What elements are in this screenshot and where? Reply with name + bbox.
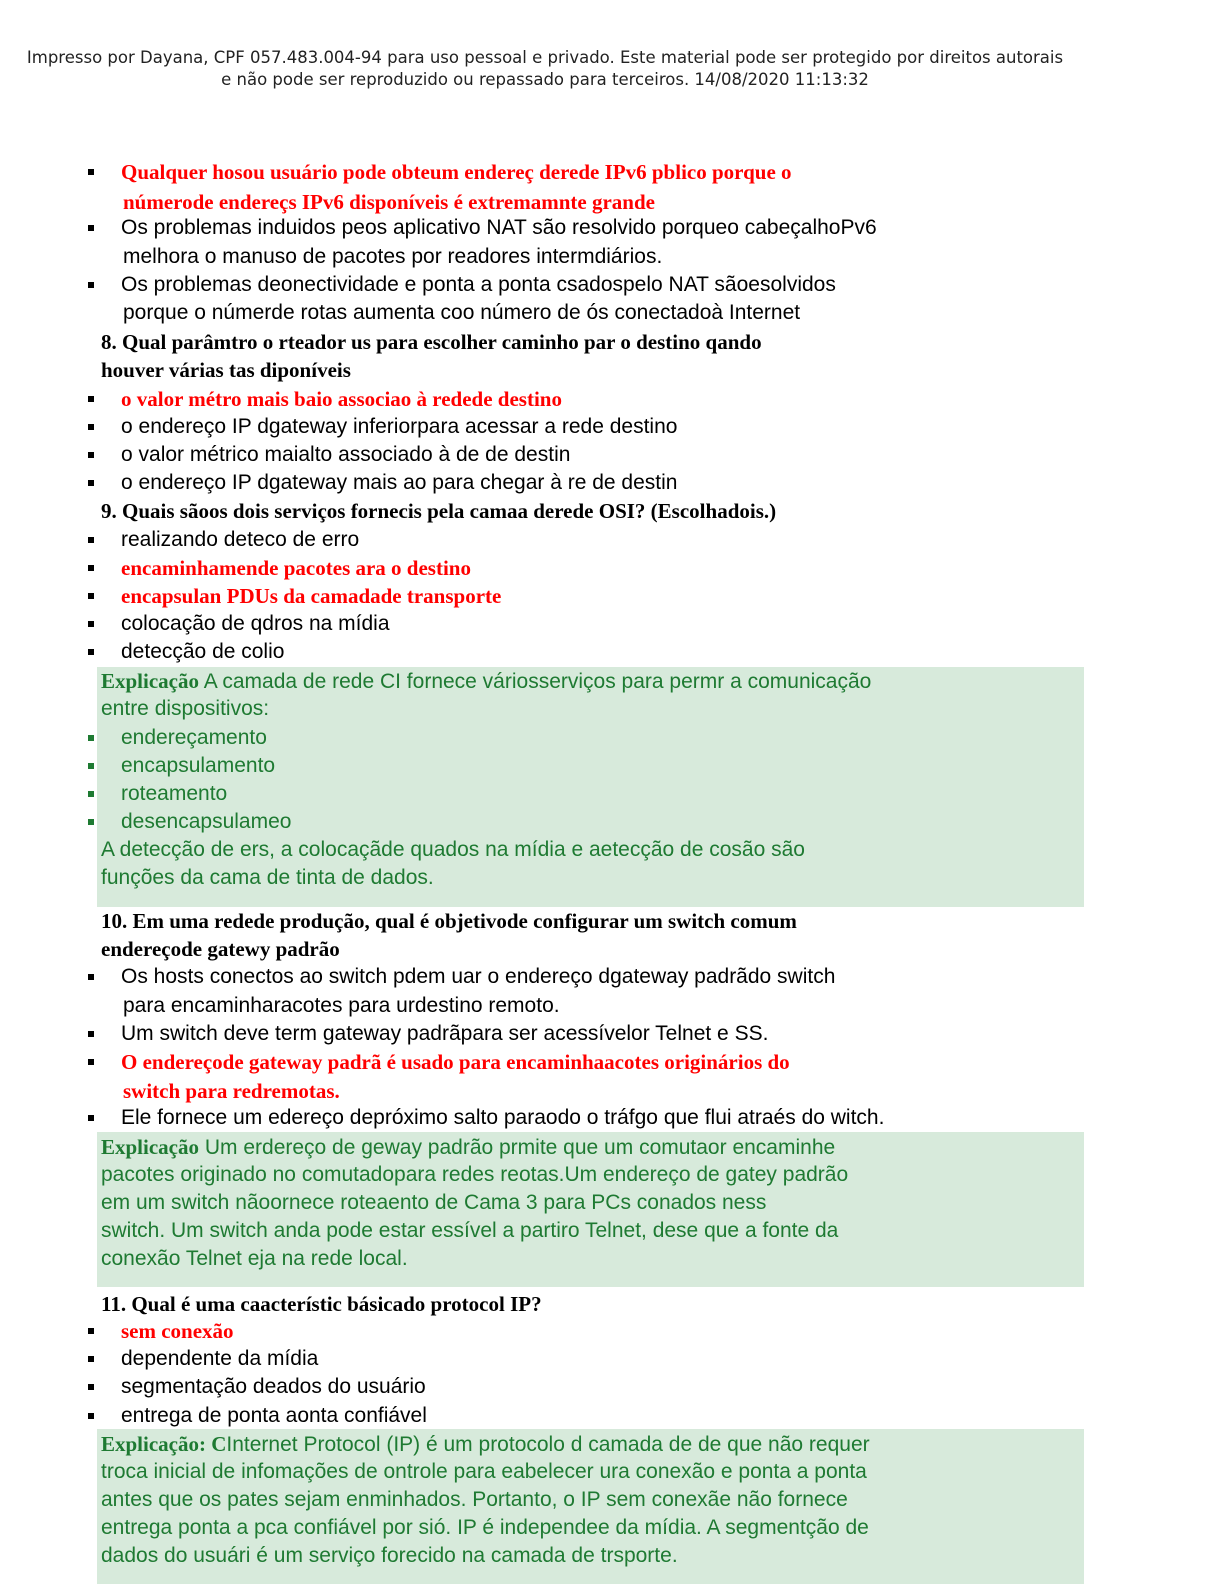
bullet [88, 1115, 94, 1121]
watermark-line-1: Impresso por Dayana, CPF 057.483.004-94 para uso pessoal e privado. Este material pode ser protegido por direitos autorais [26, 48, 1064, 67]
bullet [88, 169, 94, 175]
explanation-label: Explicação [101, 1135, 199, 1159]
bullet [88, 649, 94, 655]
bullet [88, 763, 94, 769]
bullet [88, 396, 94, 402]
explanation-label: Explicação: C [101, 1432, 227, 1456]
bullet [88, 225, 94, 231]
bullet [88, 791, 94, 797]
bullet [88, 1031, 94, 1037]
bullet [88, 480, 94, 486]
bullet [88, 452, 94, 458]
explanation-label: Explicação [101, 669, 199, 693]
watermark-line-2: e não pode ser reproduzido ou repassado para terceiros. 14/08/2020 11:13:32 [221, 70, 869, 89]
bullet [88, 735, 94, 741]
bullet [88, 621, 94, 627]
bullet [88, 1384, 94, 1390]
print-watermark [0, 47, 1090, 91]
bullet [88, 974, 94, 980]
bullet [88, 537, 94, 543]
bullet [88, 282, 94, 288]
bullet [88, 1328, 94, 1334]
bullet [88, 593, 94, 599]
bullet [88, 1059, 94, 1065]
bullet [88, 819, 94, 825]
bullet [88, 424, 94, 430]
bullet [88, 1413, 94, 1419]
bullet [88, 565, 94, 571]
bullet [88, 1356, 94, 1362]
